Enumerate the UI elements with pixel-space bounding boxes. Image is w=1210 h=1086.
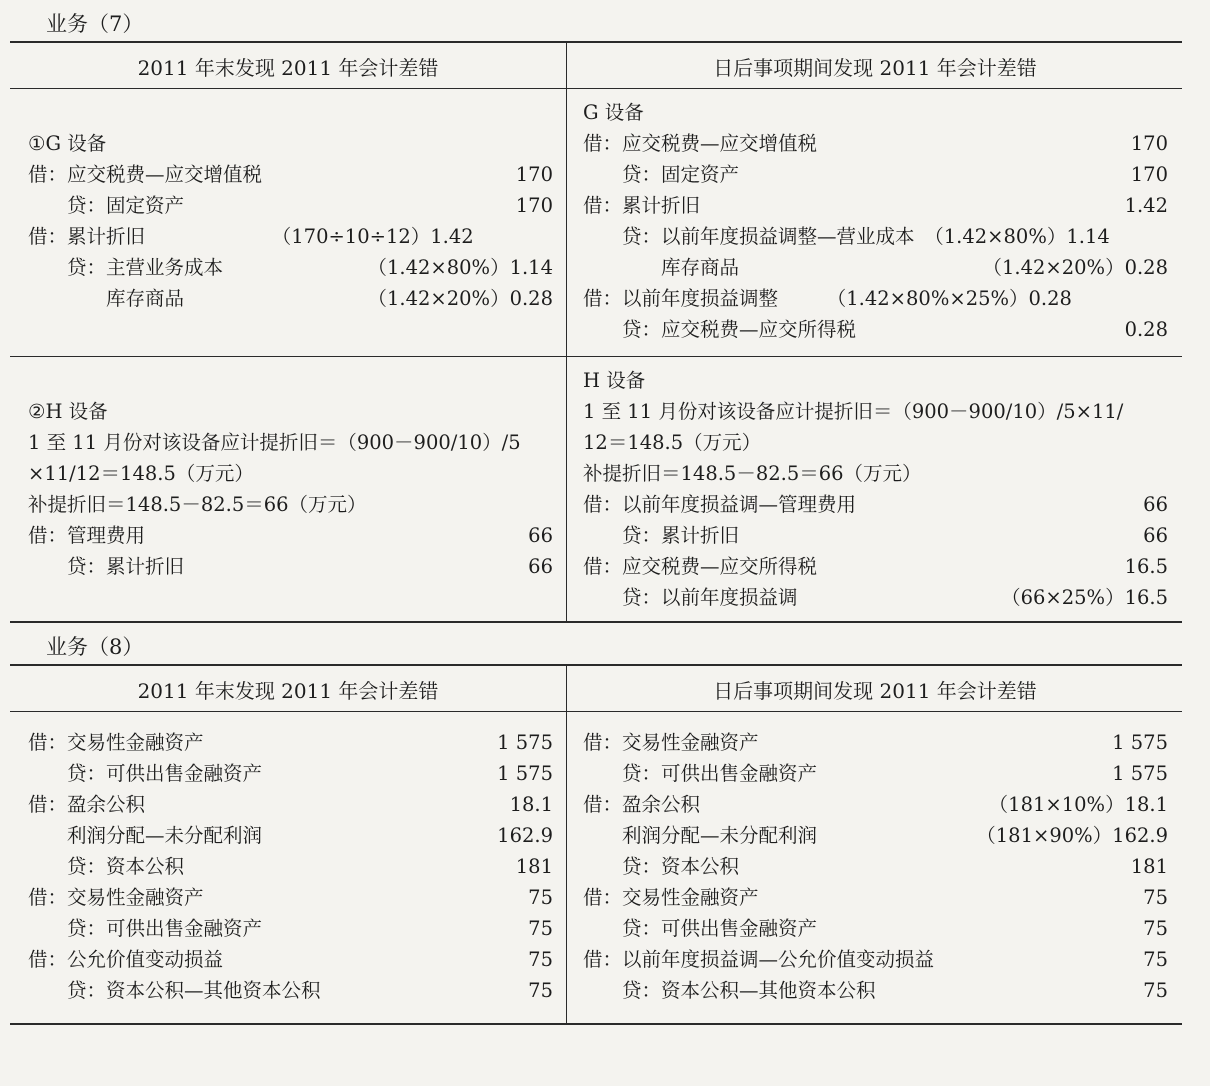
entry-amount: 66 bbox=[1143, 493, 1168, 516]
entry-text: 借：以前年度损益调—管理费用 bbox=[583, 493, 857, 516]
entry-text: 借：累计折旧 bbox=[583, 194, 701, 217]
entry-text: 借：以前年度损益调—公允价值变动损益 bbox=[583, 948, 935, 971]
entry-text: 贷：累计折旧 bbox=[583, 524, 740, 547]
entry-line bbox=[28, 551, 553, 582]
entry-line bbox=[28, 190, 553, 221]
entry-line bbox=[583, 820, 1168, 851]
entry-amount: （1.42×80%）1.14 bbox=[367, 256, 553, 279]
entry-text: 借：应交税费—应交增值税 bbox=[28, 163, 263, 186]
entry-line bbox=[28, 851, 553, 882]
table-7-row-rule bbox=[10, 356, 1182, 357]
entry-amount: 75 bbox=[528, 917, 553, 940]
entry-line bbox=[583, 551, 1168, 582]
entry-text: 贷：资本公积 bbox=[583, 855, 740, 878]
entry-line bbox=[28, 789, 553, 820]
table-7-header-rule bbox=[10, 88, 1182, 89]
entry-amount: （66×25%）16.5 bbox=[1001, 586, 1168, 609]
entry-line bbox=[28, 489, 553, 520]
entry-line bbox=[28, 252, 553, 283]
entry-amount: （1.42×20%）0.28 bbox=[367, 287, 553, 310]
table-8-right-header: 日后事项期间发现 2011 年会计差错 bbox=[713, 679, 1037, 703]
table-7-top-rule bbox=[10, 41, 1182, 43]
entry-line bbox=[583, 252, 1168, 283]
table-7-row-1-right-cell bbox=[583, 97, 1168, 345]
entry-text: 借：应交税费—应交增值税 bbox=[583, 132, 818, 155]
entry-line bbox=[583, 159, 1168, 190]
entry-amount: 1.42 bbox=[1124, 194, 1168, 217]
entry-text: 12＝148.5（万元） bbox=[583, 431, 762, 454]
entry-line bbox=[583, 458, 1168, 489]
entry-text: 借：管理费用 bbox=[28, 524, 146, 547]
entry-amount: 1 575 bbox=[497, 762, 553, 785]
entry-line bbox=[583, 789, 1168, 820]
entry-amount: 170 bbox=[515, 194, 553, 217]
entry-text: 借：盈余公积 bbox=[583, 793, 701, 816]
entry-amount: 66 bbox=[528, 524, 553, 547]
entry-amount: 1 575 bbox=[1112, 731, 1168, 754]
entry-line bbox=[28, 520, 553, 551]
entry-line bbox=[28, 458, 553, 489]
entry-text: 贷：固定资产 bbox=[583, 163, 740, 186]
table-7-left-header: 2011 年末发现 2011 年会计差错 bbox=[137, 56, 439, 80]
table-8-right-cell bbox=[583, 727, 1168, 1006]
entry-text: 补提折旧＝148.5－82.5＝66（万元） bbox=[583, 462, 922, 485]
entry-line bbox=[28, 882, 553, 913]
entry-text: 借：交易性金融资产 bbox=[583, 886, 759, 909]
entry-line bbox=[583, 396, 1168, 427]
entry-line bbox=[28, 159, 553, 190]
entry-text: 贷：以前年度损益调 bbox=[583, 586, 798, 609]
entry-line bbox=[583, 97, 1168, 128]
entry-text: H 设备 bbox=[583, 369, 646, 392]
table-8-top-rule bbox=[10, 664, 1182, 666]
entry-line bbox=[28, 820, 553, 851]
entry-text: 贷：应交税费—应交所得税 bbox=[583, 318, 857, 341]
entry-line bbox=[583, 128, 1168, 159]
entry-text: ×11/12＝148.5（万元） bbox=[28, 462, 254, 485]
entry-text: 贷：主营业务成本 bbox=[28, 256, 224, 279]
entry-amount: 18.1 bbox=[509, 793, 553, 816]
entry-line bbox=[583, 882, 1168, 913]
entry-line bbox=[583, 727, 1168, 758]
entry-text: 利润分配—未分配利润 bbox=[28, 824, 263, 847]
entry-line bbox=[28, 913, 553, 944]
entry-amount: 1 575 bbox=[497, 731, 553, 754]
entry-text: 库存商品 bbox=[28, 287, 185, 310]
entry-text: 贷：资本公积—其他资本公积 bbox=[583, 979, 876, 1002]
entry-line bbox=[28, 758, 553, 789]
table-7-column-divider bbox=[566, 42, 567, 622]
entry-line bbox=[28, 727, 553, 758]
entry-line bbox=[28, 975, 553, 1006]
section-8-title: 业务（8） bbox=[46, 635, 144, 659]
entry-amount: 181 bbox=[515, 855, 553, 878]
entry-line bbox=[583, 851, 1168, 882]
entry-text: 利润分配—未分配利润 bbox=[583, 824, 818, 847]
entry-text: 借：公允价值变动损益 bbox=[28, 948, 224, 971]
entry-line bbox=[583, 758, 1168, 789]
entry-text: 贷：可供出售金融资产 bbox=[28, 917, 263, 940]
entry-text: 借：交易性金融资产 bbox=[28, 886, 204, 909]
entry-text: 贷：可供出售金融资产 bbox=[583, 917, 818, 940]
entry-amount: 170 bbox=[1130, 132, 1168, 155]
table-8-bottom-rule bbox=[10, 1023, 1182, 1025]
entry-text: 贷：可供出售金融资产 bbox=[28, 762, 263, 785]
entry-line bbox=[583, 489, 1168, 520]
entry-text: 借：交易性金融资产 bbox=[28, 731, 204, 754]
entry-text: 贷：资本公积 bbox=[28, 855, 185, 878]
entry-line bbox=[583, 190, 1168, 221]
entry-amount: （181×90%）162.9 bbox=[976, 824, 1168, 847]
entry-amount: 170 bbox=[515, 163, 553, 186]
entry-text: 借：交易性金融资产 bbox=[583, 731, 759, 754]
entry-line bbox=[28, 427, 553, 458]
entry-amount: 66 bbox=[528, 555, 553, 578]
entry-amount: 75 bbox=[1143, 948, 1168, 971]
entry-text: ②H 设备 bbox=[28, 400, 108, 423]
entry-text: 借：应交税费—应交所得税 bbox=[583, 555, 818, 578]
entry-amount: （181×10%）18.1 bbox=[988, 793, 1168, 816]
table-7-row-2-right-cell bbox=[583, 365, 1168, 613]
entry-text: 借：累计折旧 （170÷10÷12）1.42 bbox=[28, 225, 474, 248]
entry-amount: 75 bbox=[1143, 979, 1168, 1002]
entry-text: ①G 设备 bbox=[28, 132, 107, 155]
entry-amount: （1.42×20%）0.28 bbox=[982, 256, 1168, 279]
entry-text: 贷：以前年度损益调整—营业成本 （1.42×80%）1.14 bbox=[583, 225, 1110, 248]
entry-line bbox=[28, 128, 553, 159]
entry-text: 贷：资本公积—其他资本公积 bbox=[28, 979, 321, 1002]
entry-text: 贷：累计折旧 bbox=[28, 555, 185, 578]
table-7-row-1-left-cell bbox=[28, 128, 553, 314]
entry-amount: 181 bbox=[1130, 855, 1168, 878]
entry-line bbox=[28, 944, 553, 975]
entry-text: 1 至 11 月份对该设备应计提折旧＝（900－900/10）/5 bbox=[28, 431, 521, 454]
table-8-left-header: 2011 年末发现 2011 年会计差错 bbox=[137, 679, 439, 703]
entry-line bbox=[583, 365, 1168, 396]
entry-line bbox=[28, 283, 553, 314]
table-8-header-rule bbox=[10, 711, 1182, 712]
table-8-column-divider bbox=[566, 665, 567, 1024]
entry-line bbox=[28, 396, 553, 427]
entry-line bbox=[583, 582, 1168, 613]
entry-amount: 1 575 bbox=[1112, 762, 1168, 785]
entry-text: 1 至 11 月份对该设备应计提折旧＝（900－900/10）/5×11/ bbox=[583, 400, 1124, 423]
entry-amount: 170 bbox=[1130, 163, 1168, 186]
entry-text: 贷：固定资产 bbox=[28, 194, 185, 217]
entry-line bbox=[583, 221, 1168, 252]
entry-line bbox=[583, 944, 1168, 975]
entry-text: G 设备 bbox=[583, 101, 644, 124]
entry-line bbox=[583, 427, 1168, 458]
entry-amount: 162.9 bbox=[497, 824, 553, 847]
entry-amount: 16.5 bbox=[1124, 555, 1168, 578]
entry-text: 补提折旧＝148.5－82.5＝66（万元） bbox=[28, 493, 367, 516]
entry-line bbox=[583, 283, 1168, 314]
entry-line bbox=[28, 221, 553, 252]
entry-text: 借：盈余公积 bbox=[28, 793, 146, 816]
entry-amount: 75 bbox=[528, 979, 553, 1002]
table-7-bottom-rule bbox=[10, 621, 1182, 623]
entry-text: 借：以前年度损益调整 （1.42×80%×25%）0.28 bbox=[583, 287, 1072, 310]
entry-amount: 0.28 bbox=[1124, 318, 1168, 341]
entry-line bbox=[583, 520, 1168, 551]
entry-amount: 75 bbox=[528, 886, 553, 909]
entry-amount: 75 bbox=[1143, 917, 1168, 940]
entry-text: 库存商品 bbox=[583, 256, 740, 279]
entry-amount: 66 bbox=[1143, 524, 1168, 547]
table-8-left-cell bbox=[28, 727, 553, 1006]
entry-amount: 75 bbox=[528, 948, 553, 971]
entry-line bbox=[583, 314, 1168, 345]
entry-amount: 75 bbox=[1143, 886, 1168, 909]
entry-line bbox=[583, 975, 1168, 1006]
entry-line bbox=[583, 913, 1168, 944]
table-7-row-2-left-cell bbox=[28, 396, 553, 582]
section-7-title: 业务（7） bbox=[46, 12, 144, 36]
entry-text: 贷：可供出售金融资产 bbox=[583, 762, 818, 785]
table-7-right-header: 日后事项期间发现 2011 年会计差错 bbox=[713, 56, 1037, 80]
